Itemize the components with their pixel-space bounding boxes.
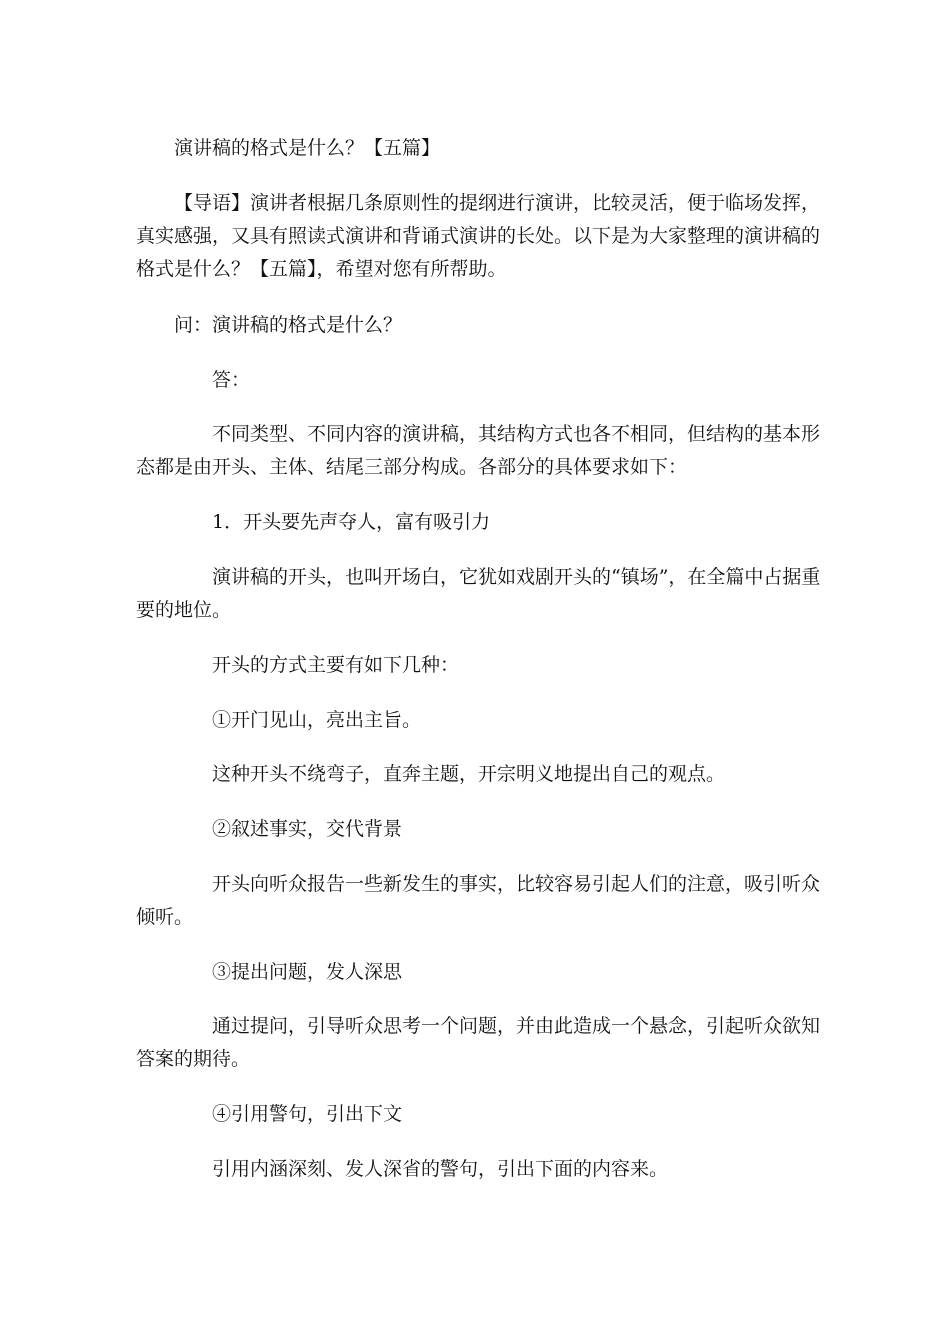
document-title: 演讲稿的格式是什么？【五篇】 (174, 137, 441, 159)
list-item: ②叙述事实，交代背景 (212, 818, 403, 840)
body-paragraph: 通过提问，引导听众思考一个问题，并由此造成一个悬念，引起听众欲知答案的期待。 (136, 1015, 821, 1070)
list-item: ①开门见山，亮出主旨。 (212, 709, 422, 731)
intro-paragraph: 【导语】演讲者根据几条原则性的提纲进行演讲，比较灵活，便于临场发挥，真实感强，又具有照读式演讲和背诵式演讲的长处。以下是为大家整理的演讲稿的格式是什么？【五篇】，希望对您有所帮助。 (136, 192, 821, 280)
body-paragraph: 引用内涵深刻、发人深省的警句，引出下面的内容来。 (212, 1158, 669, 1180)
question-line: 问：演讲稿的格式是什么？ (174, 314, 403, 336)
body-paragraph: 演讲稿的开头，也叫开场白，它犹如戏剧开头的“镇场”，在全篇中占据重要的地位。 (136, 566, 821, 621)
body-paragraph: 开头向听众报告一些新发生的事实，比较容易引起人们的注意，吸引听众倾听。 (136, 873, 821, 928)
body-paragraph: 不同类型、不同内容的演讲稿，其结构方式也各不相同，但结构的基本形态都是由开头、主体、结尾三部分构成。各部分的具体要求如下： (136, 423, 821, 478)
section-heading: 1．开头要先声夺人，富有吸引力 (212, 511, 491, 533)
list-item: ④引用警句，引出下文 (212, 1103, 403, 1125)
answer-label: 答： (212, 369, 251, 391)
body-paragraph: 开头的方式主要有如下几种： (212, 654, 460, 676)
body-paragraph: 这种开头不绕弯子，直奔主题，开宗明义地提出自己的观点。 (212, 763, 726, 785)
list-item: ③提出问题，发人深思 (212, 961, 403, 983)
